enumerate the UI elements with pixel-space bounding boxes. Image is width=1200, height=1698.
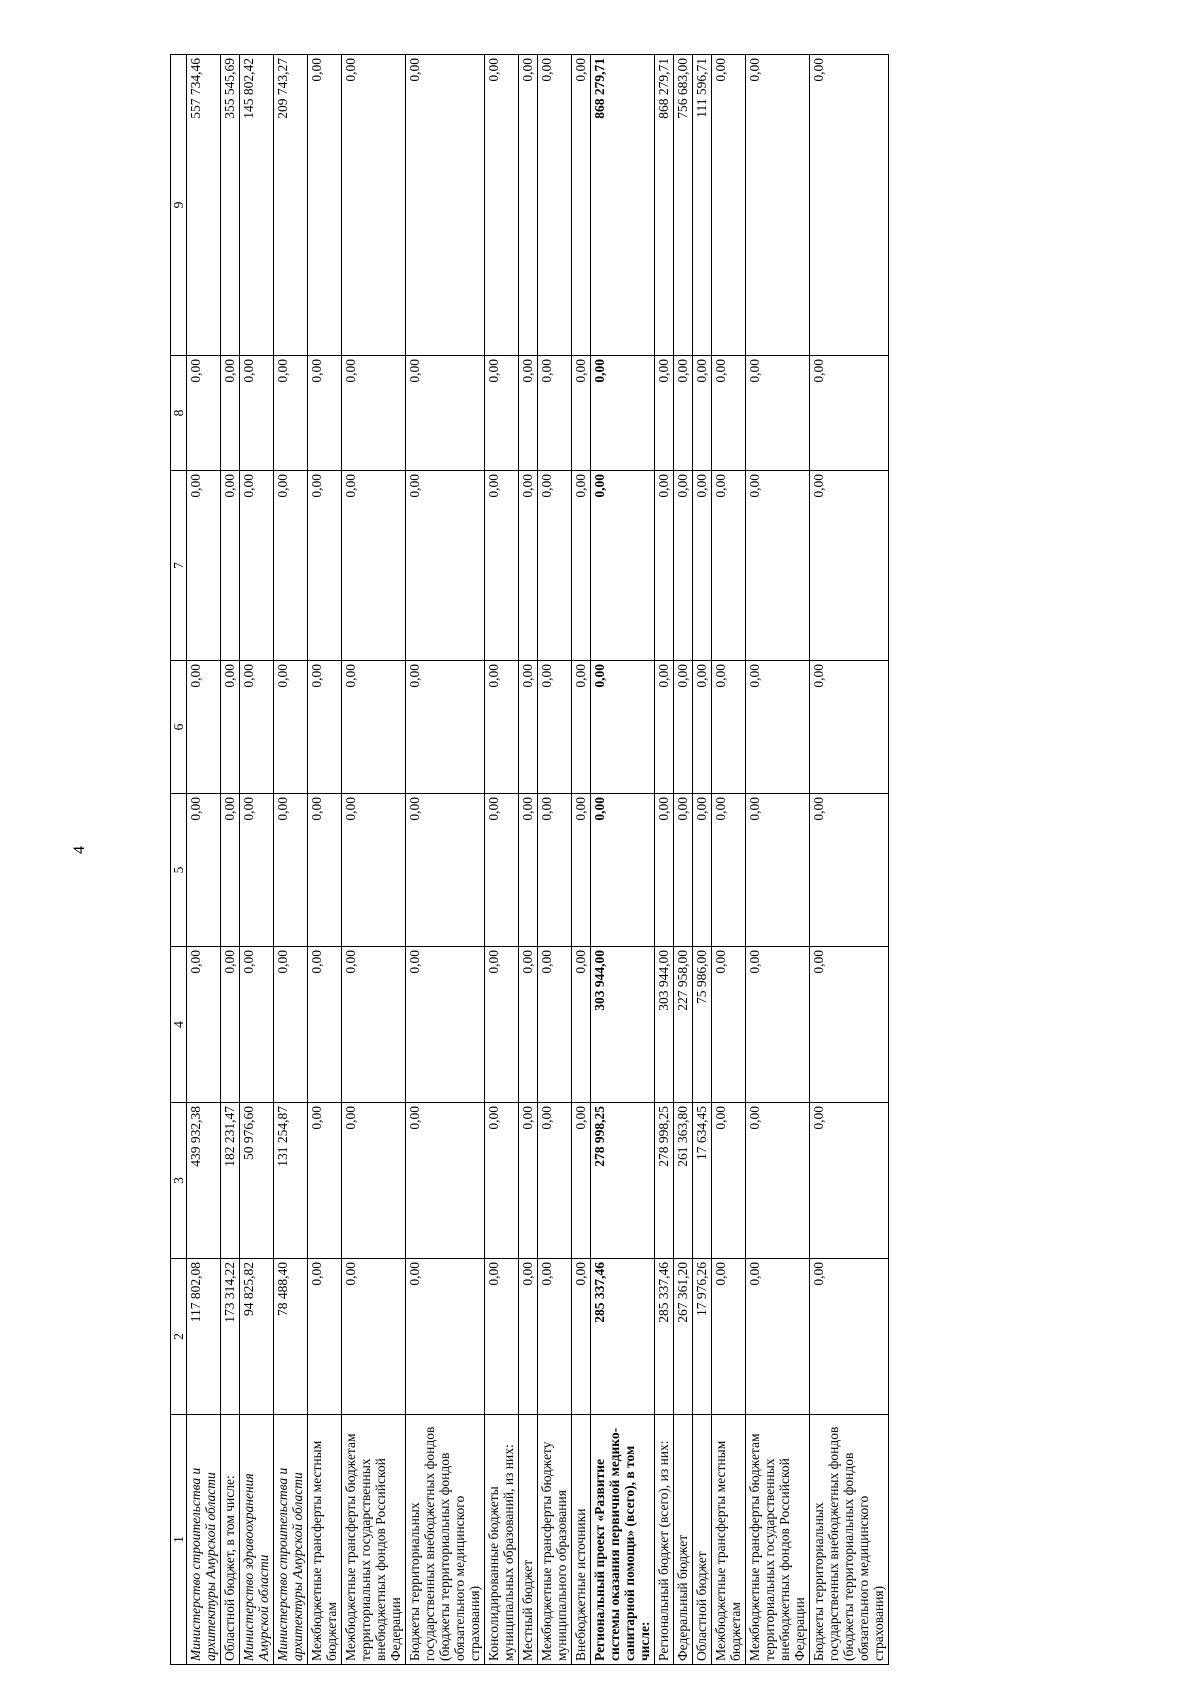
value-cell-col-2: 0,00: [406, 1259, 485, 1415]
value-cell-col-6: 0,00: [221, 661, 240, 794]
value-cell-col-6: 0,00: [240, 661, 274, 794]
column-header-5: 5: [171, 794, 187, 947]
value-cell-col-2: 78 488,40: [274, 1259, 308, 1415]
value-cell-col-4: 227 958,00: [674, 947, 693, 1103]
value-cell-col-3: 182 231,47: [221, 1103, 240, 1259]
value-cell-col-7: 0,00: [693, 471, 712, 661]
value-cell-col-3: 0,00: [342, 1103, 406, 1259]
value-cell-col-4: 303 944,00: [591, 947, 655, 1103]
value-cell-col-4: 0,00: [572, 947, 591, 1103]
value-cell-col-5: 0,00: [591, 794, 655, 947]
value-cell-col-4: 75 986,00: [693, 947, 712, 1103]
value-cell-col-6: 0,00: [519, 661, 538, 794]
table-row: [810, 55, 889, 1665]
value-cell-col-9: 0,00: [406, 55, 485, 356]
value-cell-col-2: 0,00: [572, 1259, 591, 1415]
value-cell-col-6: 0,00: [712, 661, 746, 794]
value-cell-col-2: 285 337,46: [591, 1259, 655, 1415]
value-cell-col-4: 0,00: [712, 947, 746, 1103]
row-label-cell: Межбюджетные трансферты местным бюджетам: [308, 1415, 342, 1665]
value-cell-col-8: 0,00: [274, 356, 308, 471]
column-header-7: 7: [171, 471, 187, 661]
table-row: [485, 55, 519, 1665]
value-cell-col-6: 0,00: [274, 661, 308, 794]
value-cell-col-9: 145 802,42: [240, 55, 274, 356]
value-cell-col-7: 0,00: [406, 471, 485, 661]
value-cell-col-3: 278 998,25: [655, 1103, 674, 1259]
value-cell-col-3: 0,00: [308, 1103, 342, 1259]
value-cell-col-2: 0,00: [342, 1259, 406, 1415]
column-header-8: 8: [171, 356, 187, 471]
value-cell-col-9: 111 596,71: [693, 55, 712, 356]
value-cell-col-7: 0,00: [572, 471, 591, 661]
value-cell-col-5: 0,00: [221, 794, 240, 947]
row-label-cell: Федеральный бюджет: [674, 1415, 693, 1665]
value-cell-col-8: 0,00: [693, 356, 712, 471]
value-cell-col-7: 0,00: [674, 471, 693, 661]
value-cell-col-6: 0,00: [693, 661, 712, 794]
row-label-cell: Межбюджетные трансферты местным бюджетам: [712, 1415, 746, 1665]
budget-table: [170, 54, 889, 1665]
value-cell-col-9: 209 743,27: [274, 55, 308, 356]
value-cell-col-3: 0,00: [519, 1103, 538, 1259]
value-cell-col-7: 0,00: [221, 471, 240, 661]
column-header-2: 2: [171, 1259, 187, 1415]
table-row: [240, 55, 274, 1665]
value-cell-col-5: 0,00: [746, 794, 810, 947]
value-cell-col-5: 0,00: [572, 794, 591, 947]
value-cell-col-5: 0,00: [406, 794, 485, 947]
value-cell-col-4: 303 944,00: [655, 947, 674, 1103]
value-cell-col-3: 0,00: [712, 1103, 746, 1259]
value-cell-col-3: 439 932,38: [187, 1103, 221, 1259]
value-cell-col-4: 0,00: [308, 947, 342, 1103]
table-row: [655, 55, 674, 1665]
column-header-3: 3: [171, 1103, 187, 1259]
table-row: [712, 55, 746, 1665]
value-cell-col-7: 0,00: [591, 471, 655, 661]
value-cell-col-3: 0,00: [746, 1103, 810, 1259]
value-cell-col-9: 868 279,71: [655, 55, 674, 356]
value-cell-col-8: 0,00: [221, 356, 240, 471]
row-label-cell: Областной бюджет, в том числе:: [221, 1415, 240, 1665]
value-cell-col-3: 278 998,25: [591, 1103, 655, 1259]
value-cell-col-3: 261 363,80: [674, 1103, 693, 1259]
row-label-cell: Консолидированные бюджеты муниципальных образований, из них:: [485, 1415, 519, 1665]
table-row: [746, 55, 810, 1665]
value-cell-col-7: 0,00: [485, 471, 519, 661]
value-cell-col-8: 0,00: [485, 356, 519, 471]
value-cell-col-9: 0,00: [519, 55, 538, 356]
value-cell-col-6: 0,00: [538, 661, 572, 794]
row-label-cell: Министерство строительства и архитектуры Амурской области: [274, 1415, 308, 1665]
row-label-cell: Местный бюджет: [519, 1415, 538, 1665]
value-cell-col-9: 0,00: [485, 55, 519, 356]
value-cell-col-7: 0,00: [240, 471, 274, 661]
row-label-cell: Министерство здравоохранения Амурской области: [240, 1415, 274, 1665]
table-row: [342, 55, 406, 1665]
value-cell-col-8: 0,00: [538, 356, 572, 471]
table-row: [308, 55, 342, 1665]
value-cell-col-9: 0,00: [342, 55, 406, 356]
row-label-cell: Внебюджетные источники: [572, 1415, 591, 1665]
value-cell-col-9: 868 279,71: [591, 55, 655, 356]
value-cell-col-2: 0,00: [308, 1259, 342, 1415]
column-header-4: 4: [171, 947, 187, 1103]
column-header-6: 6: [171, 661, 187, 794]
value-cell-col-2: 285 337,46: [655, 1259, 674, 1415]
value-cell-col-4: 0,00: [519, 947, 538, 1103]
value-cell-col-3: 0,00: [406, 1103, 485, 1259]
value-cell-col-9: 0,00: [746, 55, 810, 356]
value-cell-col-3: 131 254,87: [274, 1103, 308, 1259]
table-row: [274, 55, 308, 1665]
value-cell-col-2: 94 825,82: [240, 1259, 274, 1415]
value-cell-col-8: 0,00: [342, 356, 406, 471]
rotated-table-container: [170, 55, 889, 1665]
value-cell-col-5: 0,00: [485, 794, 519, 947]
row-label-cell: Региональный бюджет (всего), из них:: [655, 1415, 674, 1665]
value-cell-col-9: 355 545,69: [221, 55, 240, 356]
value-cell-col-6: 0,00: [591, 661, 655, 794]
value-cell-col-3: 0,00: [538, 1103, 572, 1259]
value-cell-col-2: 0,00: [746, 1259, 810, 1415]
value-cell-col-6: 0,00: [485, 661, 519, 794]
value-cell-col-9: 0,00: [712, 55, 746, 356]
value-cell-col-7: 0,00: [187, 471, 221, 661]
value-cell-col-6: 0,00: [187, 661, 221, 794]
value-cell-col-5: 0,00: [308, 794, 342, 947]
value-cell-col-2: 0,00: [519, 1259, 538, 1415]
value-cell-col-8: 0,00: [308, 356, 342, 471]
table-row: [538, 55, 572, 1665]
value-cell-col-3: 50 976,60: [240, 1103, 274, 1259]
row-label-cell: Региональный проект «Развитие системы оказания первичной медико-санитарной помощи» (всего), в том числе:: [591, 1415, 655, 1665]
value-cell-col-2: 0,00: [485, 1259, 519, 1415]
value-cell-col-5: 0,00: [342, 794, 406, 947]
value-cell-col-8: 0,00: [406, 356, 485, 471]
value-cell-col-4: 0,00: [342, 947, 406, 1103]
row-label-cell: Бюджеты территориальных государственных внебюджетных фондов (бюджеты территориальных фондов обязательного медицинского страхования): [406, 1415, 485, 1665]
value-cell-col-2: 267 361,20: [674, 1259, 693, 1415]
value-cell-col-6: 0,00: [308, 661, 342, 794]
table-row: [693, 55, 712, 1665]
value-cell-col-4: 0,00: [538, 947, 572, 1103]
value-cell-col-6: 0,00: [674, 661, 693, 794]
value-cell-col-6: 0,00: [810, 661, 889, 794]
value-cell-col-2: 117 802,08: [187, 1259, 221, 1415]
column-header-1: 1: [171, 1415, 187, 1665]
value-cell-col-3: 0,00: [572, 1103, 591, 1259]
value-cell-col-6: 0,00: [406, 661, 485, 794]
value-cell-col-7: 0,00: [538, 471, 572, 661]
value-cell-col-7: 0,00: [655, 471, 674, 661]
value-cell-col-7: 0,00: [308, 471, 342, 661]
value-cell-col-7: 0,00: [712, 471, 746, 661]
row-label-cell: Межбюджетные трансферты бюджетам территориальных государственных внебюджетных фондов Российской Федерации: [342, 1415, 406, 1665]
value-cell-col-7: 0,00: [274, 471, 308, 661]
value-cell-col-8: 0,00: [187, 356, 221, 471]
table-body: [187, 55, 889, 1665]
value-cell-col-4: 0,00: [485, 947, 519, 1103]
value-cell-col-5: 0,00: [240, 794, 274, 947]
value-cell-col-2: 17 976,26: [693, 1259, 712, 1415]
value-cell-col-8: 0,00: [572, 356, 591, 471]
value-cell-col-9: 557 734,46: [187, 55, 221, 356]
value-cell-col-7: 0,00: [746, 471, 810, 661]
value-cell-col-5: 0,00: [538, 794, 572, 947]
value-cell-col-8: 0,00: [712, 356, 746, 471]
value-cell-col-8: 0,00: [674, 356, 693, 471]
value-cell-col-5: 0,00: [712, 794, 746, 947]
page-number: 4: [71, 846, 88, 854]
header-row: [171, 55, 187, 1665]
row-label-cell: Межбюджетные трансферты бюджету муниципального образования: [538, 1415, 572, 1665]
value-cell-col-5: 0,00: [810, 794, 889, 947]
value-cell-col-4: 0,00: [221, 947, 240, 1103]
value-cell-col-5: 0,00: [187, 794, 221, 947]
value-cell-col-4: 0,00: [810, 947, 889, 1103]
value-cell-col-8: 0,00: [655, 356, 674, 471]
row-label-cell: Бюджеты территориальных государственных внебюджетных фондов (бюджеты территориальных фондов обязательного медицинского страхования): [810, 1415, 889, 1665]
value-cell-col-5: 0,00: [674, 794, 693, 947]
table-row: [406, 55, 485, 1665]
value-cell-col-4: 0,00: [187, 947, 221, 1103]
value-cell-col-3: 0,00: [485, 1103, 519, 1259]
value-cell-col-8: 0,00: [519, 356, 538, 471]
value-cell-col-7: 0,00: [519, 471, 538, 661]
column-header-9: 9: [171, 55, 187, 356]
value-cell-col-6: 0,00: [572, 661, 591, 794]
value-cell-col-8: 0,00: [746, 356, 810, 471]
value-cell-col-8: 0,00: [810, 356, 889, 471]
value-cell-col-5: 0,00: [655, 794, 674, 947]
table-row: [572, 55, 591, 1665]
value-cell-col-5: 0,00: [693, 794, 712, 947]
table-row: [674, 55, 693, 1665]
value-cell-col-8: 0,00: [240, 356, 274, 471]
table-row: [221, 55, 240, 1665]
value-cell-col-2: 0,00: [810, 1259, 889, 1415]
value-cell-col-7: 0,00: [342, 471, 406, 661]
value-cell-col-7: 0,00: [810, 471, 889, 661]
value-cell-col-3: 17 634,45: [693, 1103, 712, 1259]
value-cell-col-4: 0,00: [274, 947, 308, 1103]
value-cell-col-9: 0,00: [538, 55, 572, 356]
value-cell-col-4: 0,00: [240, 947, 274, 1103]
table-row: [519, 55, 538, 1665]
value-cell-col-9: 0,00: [308, 55, 342, 356]
value-cell-col-9: 0,00: [572, 55, 591, 356]
row-label-cell: Межбюджетные трансферты бюджетам территориальных государственных внебюджетных фондов Российской Федерации: [746, 1415, 810, 1665]
value-cell-col-5: 0,00: [274, 794, 308, 947]
value-cell-col-6: 0,00: [746, 661, 810, 794]
table-row: [187, 55, 221, 1665]
value-cell-col-4: 0,00: [406, 947, 485, 1103]
row-label-cell: Областной бюджет: [693, 1415, 712, 1665]
value-cell-col-2: 0,00: [712, 1259, 746, 1415]
table-row: [591, 55, 655, 1665]
row-label-cell: Министерство строительства и архитектуры Амурской области: [187, 1415, 221, 1665]
value-cell-col-2: 173 314,22: [221, 1259, 240, 1415]
value-cell-col-9: 0,00: [810, 55, 889, 356]
value-cell-col-6: 0,00: [655, 661, 674, 794]
value-cell-col-3: 0,00: [810, 1103, 889, 1259]
value-cell-col-4: 0,00: [746, 947, 810, 1103]
value-cell-col-8: 0,00: [591, 356, 655, 471]
value-cell-col-9: 756 683,00: [674, 55, 693, 356]
value-cell-col-2: 0,00: [538, 1259, 572, 1415]
value-cell-col-6: 0,00: [342, 661, 406, 794]
value-cell-col-5: 0,00: [519, 794, 538, 947]
